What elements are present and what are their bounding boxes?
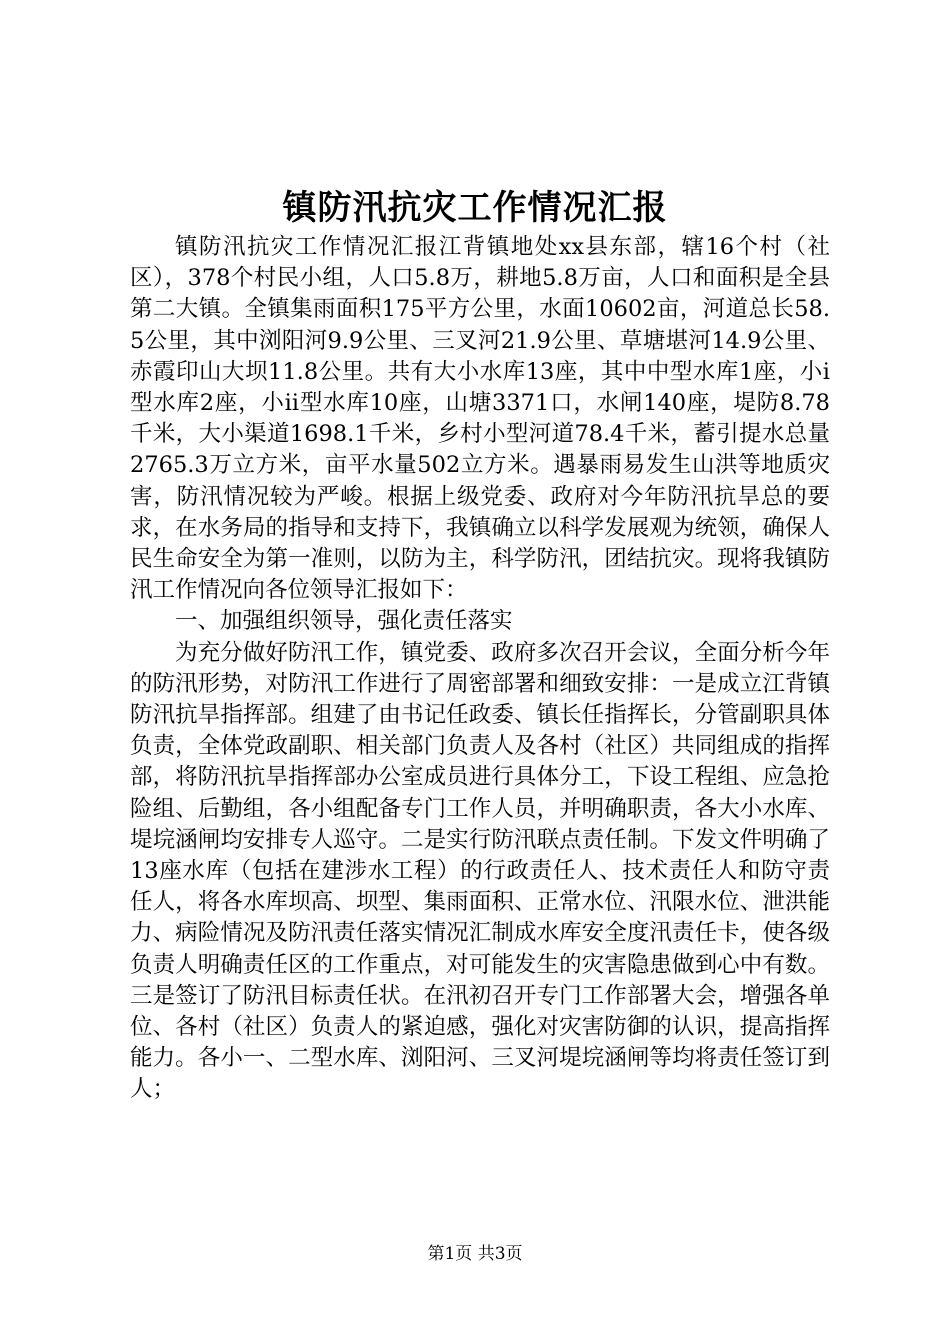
document-title: 镇防汛抗灾工作情况汇报 (282, 188, 668, 228)
intro-paragraph: 镇防汛抗灾工作情况汇报江背镇地处xx县东部，辖16个村（社区），378个村民小组，人口5.8万，耕地5.8万亩，人口和面积是全县第二大镇。全镇集雨面积175平方公里，水面10602亩，河道总长58.5公里，其中浏阳河9.9公里、三叉河21.9公里、草塘堪河14.9公里、赤霞印山大坝11.8公里。共有大小水库13座，其中中型水库1座，小ⅰ型水库2座，小ⅱ型水库10座，山塘3371口，水闸140座，堤防8.78千米，大小渠道1698.1千米，乡村小型河道78.4千米，蓄引提水总量2765.3万立方米，亩平水量502立方米。遇暴雨易发生山洪等地质灾害，防汛情况较为严峻。根据上级党委、政府对今年防汛抗旱总的要求，在水务局的指导和支持下，我镇确立以科学发展观为统领，确保人民生命安全为第一准则，以防为主，科学防汛，团结抗灾。现将我镇防汛工作情况向各位领导汇报如下： (130, 234, 830, 604)
section-heading: 一、加强组织领导，强化责任落实 (175, 608, 513, 635)
section-paragraph: 为充分做好防汛工作，镇党委、政府多次召开会议，全面分析今年的防汛形势，对防汛工作进行了周密部署和细致安排：一是成立江背镇防汛抗旱指挥部。组建了由书记任政委、镇长任指挥长，分管副职具体负责，全体党政副职、相关部门负责人及各村（社区）共同组成的指挥部，将防汛抗旱指挥部办公室成员进行具体分工，下设工程组、应急抢险组、后勤组，各小组配备专门工作人员，并明确职责，各大小水库、堤垸涵闸均安排专人巡守。二是实行防汛联点责任制。下发文件明确了13座水库（包括在建涉水工程）的行政责任人、技术责任人和防守责任人，将各水库坝高、坝型、集雨面积、正常水位、汛限水位、泄洪能力、病险情况及防汛责任落实情况汇制成水库安全度汛责任卡，使各级负责人明确责任区的工作重点，对可能发生的灾害隐患做到心中有数。三是签订了防汛目标责任状。在汛初召开专门工作部署大会，增强各单位、各村（社区）负责人的紧迫感，强化对灾害防御的认识，提高指挥能力。各小一、二型水库、浏阳河、三叉河堤垸涵闸等均将责任签订到人； (130, 639, 830, 1103)
document-body (130, 232, 830, 1106)
page-footer: 第1页 共3页 (427, 1244, 523, 1264)
